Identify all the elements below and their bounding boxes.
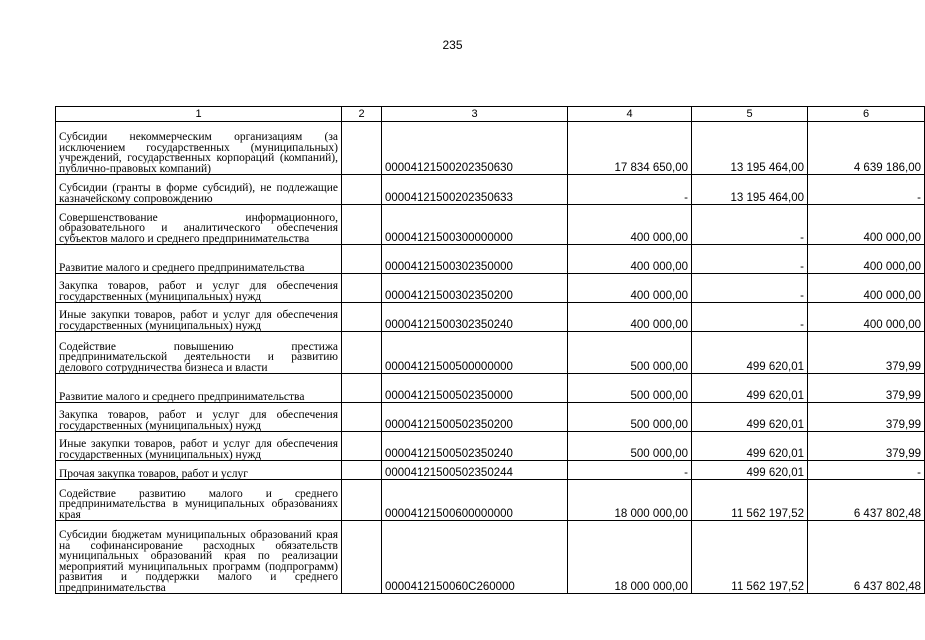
- column-header-1: 1: [56, 107, 342, 122]
- row-name: Совершенствование информационного, образовательного и аналитического обеспечения субъектов малого и среднего предпринимательства: [56, 205, 342, 245]
- row-col2: [342, 274, 382, 303]
- row-value-4: 400 000,00: [568, 245, 692, 274]
- row-value-5: 499 620,01: [692, 332, 808, 374]
- row-value-5: 499 620,01: [692, 403, 808, 432]
- row-col2: [342, 245, 382, 274]
- row-value-5: 499 620,01: [692, 461, 808, 480]
- row-code: 00004121500502350240: [382, 432, 568, 461]
- row-code: 0000412150060С260000: [382, 521, 568, 594]
- row-name: Развитие малого и среднего предпринимательства: [56, 245, 342, 274]
- row-value-6: 4 639 186,00: [808, 122, 925, 175]
- column-header-2: 2: [342, 107, 382, 122]
- row-code: 00004121500600000000: [382, 480, 568, 521]
- row-value-6: -: [808, 175, 925, 205]
- row-name: Прочая закупка товаров, работ и услуг: [56, 461, 342, 480]
- table-row: [56, 332, 925, 374]
- row-name: Содействие развитию малого и среднего предпринимательства в муниципальных образованиях края: [56, 480, 342, 521]
- row-value-6: 379,99: [808, 332, 925, 374]
- row-value-4: 18 000 000,00: [568, 480, 692, 521]
- row-name: Субсидии некоммерческим организациям (за исключением государственных (муниципальных) учреждений, государственных корпораций (компаний), публично-правовых компаний): [56, 122, 342, 175]
- table-row: [56, 461, 925, 480]
- row-value-6: -: [808, 461, 925, 480]
- table-row: [56, 432, 925, 461]
- row-value-6: 379,99: [808, 374, 925, 403]
- row-name: Содействие повышению престижа предпринимательской деятельности и развитию делового сотрудничества бизнеса и власти: [56, 332, 342, 374]
- page-number: 235: [442, 38, 463, 52]
- row-value-4: 500 000,00: [568, 332, 692, 374]
- row-code: 00004121500502350000: [382, 374, 568, 403]
- row-code: 00004121500300000000: [382, 205, 568, 245]
- row-col2: [342, 175, 382, 205]
- row-value-5: -: [692, 303, 808, 332]
- row-col2: [342, 480, 382, 521]
- table-row: [56, 403, 925, 432]
- row-name: Субсидии (гранты в форме субсидий), не подлежащие казначейскому сопровождению: [56, 175, 342, 205]
- row-col2: [342, 205, 382, 245]
- row-value-5: 13 195 464,00: [692, 175, 808, 205]
- row-value-5: 11 562 197,52: [692, 480, 808, 521]
- row-name: Субсидии бюджетам муниципальных образований края на софинансирование расходных обязательств муниципальных образований края по реализации мероприятий муниципальных программ (подпрограмм) развития и поддержки малого и среднего предпринимательства: [56, 521, 342, 594]
- row-col2: [342, 303, 382, 332]
- row-col2: [342, 374, 382, 403]
- row-value-4: 400 000,00: [568, 274, 692, 303]
- row-name: Закупка товаров, работ и услуг для обеспечения государственных (муниципальных) нужд: [56, 403, 342, 432]
- row-value-5: 499 620,01: [692, 432, 808, 461]
- row-code: 00004121500302350000: [382, 245, 568, 274]
- row-value-6: 400 000,00: [808, 303, 925, 332]
- table-row: [56, 122, 925, 175]
- row-value-4: 400 000,00: [568, 303, 692, 332]
- row-code: 00004121500502350200: [382, 403, 568, 432]
- row-value-4: 18 000 000,00: [568, 521, 692, 594]
- table-row: [56, 521, 925, 594]
- table-row: [56, 374, 925, 403]
- table-row: [56, 480, 925, 521]
- row-col2: [342, 332, 382, 374]
- row-value-5: 13 195 464,00: [692, 122, 808, 175]
- row-value-6: 400 000,00: [808, 274, 925, 303]
- row-name: Развитие малого и среднего предпринимательства: [56, 374, 342, 403]
- row-col2: [342, 122, 382, 175]
- row-value-6: 6 437 802,48: [808, 480, 925, 521]
- budget-table: [55, 106, 925, 594]
- row-value-5: 11 562 197,52: [692, 521, 808, 594]
- row-col2: [342, 403, 382, 432]
- row-value-4: -: [568, 175, 692, 205]
- row-code: 00004121500202350633: [382, 175, 568, 205]
- row-value-4: 500 000,00: [568, 374, 692, 403]
- table-row: [56, 245, 925, 274]
- row-value-4: -: [568, 461, 692, 480]
- column-header-4: 4: [568, 107, 692, 122]
- row-name: Иные закупки товаров, работ и услуг для обеспечения государственных (муниципальных) нужд: [56, 303, 342, 332]
- row-value-4: 500 000,00: [568, 403, 692, 432]
- row-value-5: -: [692, 274, 808, 303]
- row-value-6: 400 000,00: [808, 205, 925, 245]
- row-value-4: 400 000,00: [568, 205, 692, 245]
- row-name: Закупка товаров, работ и услуг для обеспечения государственных (муниципальных) нужд: [56, 274, 342, 303]
- row-value-6: 6 437 802,48: [808, 521, 925, 594]
- row-value-6: 400 000,00: [808, 245, 925, 274]
- row-col2: [342, 461, 382, 480]
- row-code: 00004121500202350630: [382, 122, 568, 175]
- table-row: [56, 303, 925, 332]
- column-header-5: 5: [692, 107, 808, 122]
- row-code: 00004121500502350244: [382, 461, 568, 480]
- row-code: 00004121500500000000: [382, 332, 568, 374]
- row-code: 00004121500302350200: [382, 274, 568, 303]
- row-value-6: 379,99: [808, 403, 925, 432]
- row-value-6: 379,99: [808, 432, 925, 461]
- row-value-4: 500 000,00: [568, 432, 692, 461]
- table-row: [56, 175, 925, 205]
- row-code: 00004121500302350240: [382, 303, 568, 332]
- row-value-5: 499 620,01: [692, 374, 808, 403]
- row-value-4: 17 834 650,00: [568, 122, 692, 175]
- row-value-5: -: [692, 245, 808, 274]
- row-col2: [342, 521, 382, 594]
- table-row: [56, 274, 925, 303]
- row-value-5: -: [692, 205, 808, 245]
- header-row: [56, 107, 925, 122]
- column-header-3: 3: [382, 107, 568, 122]
- row-col2: [342, 432, 382, 461]
- table-row: [56, 205, 925, 245]
- column-header-6: 6: [808, 107, 925, 122]
- row-name: Иные закупки товаров, работ и услуг для обеспечения государственных (муниципальных) нужд: [56, 432, 342, 461]
